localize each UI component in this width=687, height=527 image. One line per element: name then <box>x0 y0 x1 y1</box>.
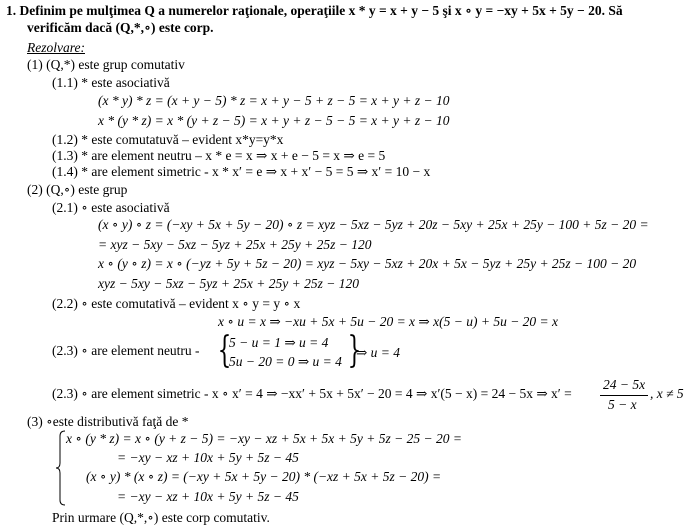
step-1-1: (1.1) * este asociativă <box>52 75 170 90</box>
step-2-1: (2.1) ∘ este asociativă <box>52 200 170 215</box>
eq-distrib-2: = −xy − xz + 10x + 5y + 5z − 45 <box>117 450 299 465</box>
eq-distrib-4: = −xy − xz + 10x + 5y + 5z − 45 <box>117 489 299 504</box>
eq-distrib-3: (x ∘ y) * (x ∘ z) = (−xy + 5x + 5y − 20) * (−xz + 5x + 5z − 20) = <box>86 469 442 484</box>
system-eq-1: 5 − u = 1 ⇒ u = 4 <box>229 335 329 350</box>
fraction-numerator: 24 − 5x <box>603 377 646 392</box>
eq-assoc-right: x * (y * z) = x * (y + z − 5) = x + y + z − 5 − 5 = x + y + z − 10 <box>98 113 450 128</box>
system-result: ⇒ u = 4 <box>356 345 401 360</box>
eq-neutral: x ∘ u = x ⇒ −xu + 5x + 5u − 20 = x ⇒ x(5 − u) + 5u − 20 = x <box>218 314 559 329</box>
problem-statement-cont: verificăm dacă (Q,*,∘) este corp. <box>27 20 214 35</box>
symmetric-condition: , x ≠ 5 <box>650 386 684 401</box>
eq-circ-assoc-1: (x ∘ y) ∘ z = (−xy + 5x + 5y − 20) ∘ z = xyz − 5xz − 5yz + 20z − 5xy + 25x + 25y − 100 + 5z − 20 = <box>98 217 649 232</box>
eq-circ-assoc-4: xyz − 5xy − 5xz − 5yz + 25x + 25y + 25z − 120 <box>98 276 359 291</box>
fraction-bar <box>600 395 648 396</box>
distributive-brace <box>56 430 66 506</box>
eq-distrib-1: x ∘ (y * z) = x ∘ (y + z − 5) = −xy − xz + 5x + 5x + 5y + 5z − 25 − 20 = <box>66 431 462 446</box>
section-1-title: (1) (Q,*) este grup comutativ <box>27 57 185 72</box>
step-2-3-symmetric: (2.3) ∘ are element simetric - x ∘ x′ = 4 ⇒ −xx′ + 5x + 5x′ − 20 = 4 ⇒ x′(5 − x) = 24 − 5x ⇒ x′ = <box>52 386 572 401</box>
problem-statement: 1. Definim pe mulţimea Q a numerelor raţionale, operaţiile x * y = x + y − 5 şi x ∘ y = −xy + 5x + 5y − 20. Să <box>6 3 623 18</box>
eq-circ-assoc-2: = xyz − 5xy − 5xz − 5yz + 25x + 25y + 25z − 120 <box>98 237 372 252</box>
step-2-2: (2.2) ∘ este comutativă – evident x ∘ y = y ∘ x <box>52 296 301 311</box>
step-1-2: (1.2) * este comutatuvă – evident x*y=y*x <box>52 132 284 147</box>
eq-circ-assoc-3: x ∘ (y ∘ z) = x ∘ (−yz + 5y + 5z − 20) = xyz − 5xy − 5xz + 20x + 5x − 5yz + 25y + 25z − 100 − 20 <box>98 256 637 271</box>
step-1-3: (1.3) * are element neutru – x * e = x ⇒ x + e − 5 = x ⇒ e = 5 <box>52 148 386 163</box>
left-brace: { <box>217 330 232 371</box>
section-3-title: (3) ∘este distributivă faţă de * <box>27 414 189 429</box>
solution-heading: Rezolvare: <box>27 40 85 55</box>
right-brace: } <box>347 330 362 371</box>
fraction-denominator: 5 − x <box>608 397 637 412</box>
conclusion: Prin urmare (Q,*,∘) este corp comutativ. <box>52 510 270 525</box>
system-eq-2: 5u − 20 = 0 ⇒ u = 4 <box>229 354 342 369</box>
step-1-4: (1.4) * are element simetric - x * x′ = e ⇒ x + x′ − 5 = 5 ⇒ x′ = 10 − x <box>52 164 431 179</box>
section-2-title: (2) (Q,∘) este grup <box>27 182 128 197</box>
step-2-3-neutral: (2.3) ∘ are element neutru - <box>52 343 200 358</box>
eq-assoc-left: (x * y) * z = (x + y − 5) * z = x + y − 5 + z − 5 = x + y + z − 10 <box>98 93 450 108</box>
